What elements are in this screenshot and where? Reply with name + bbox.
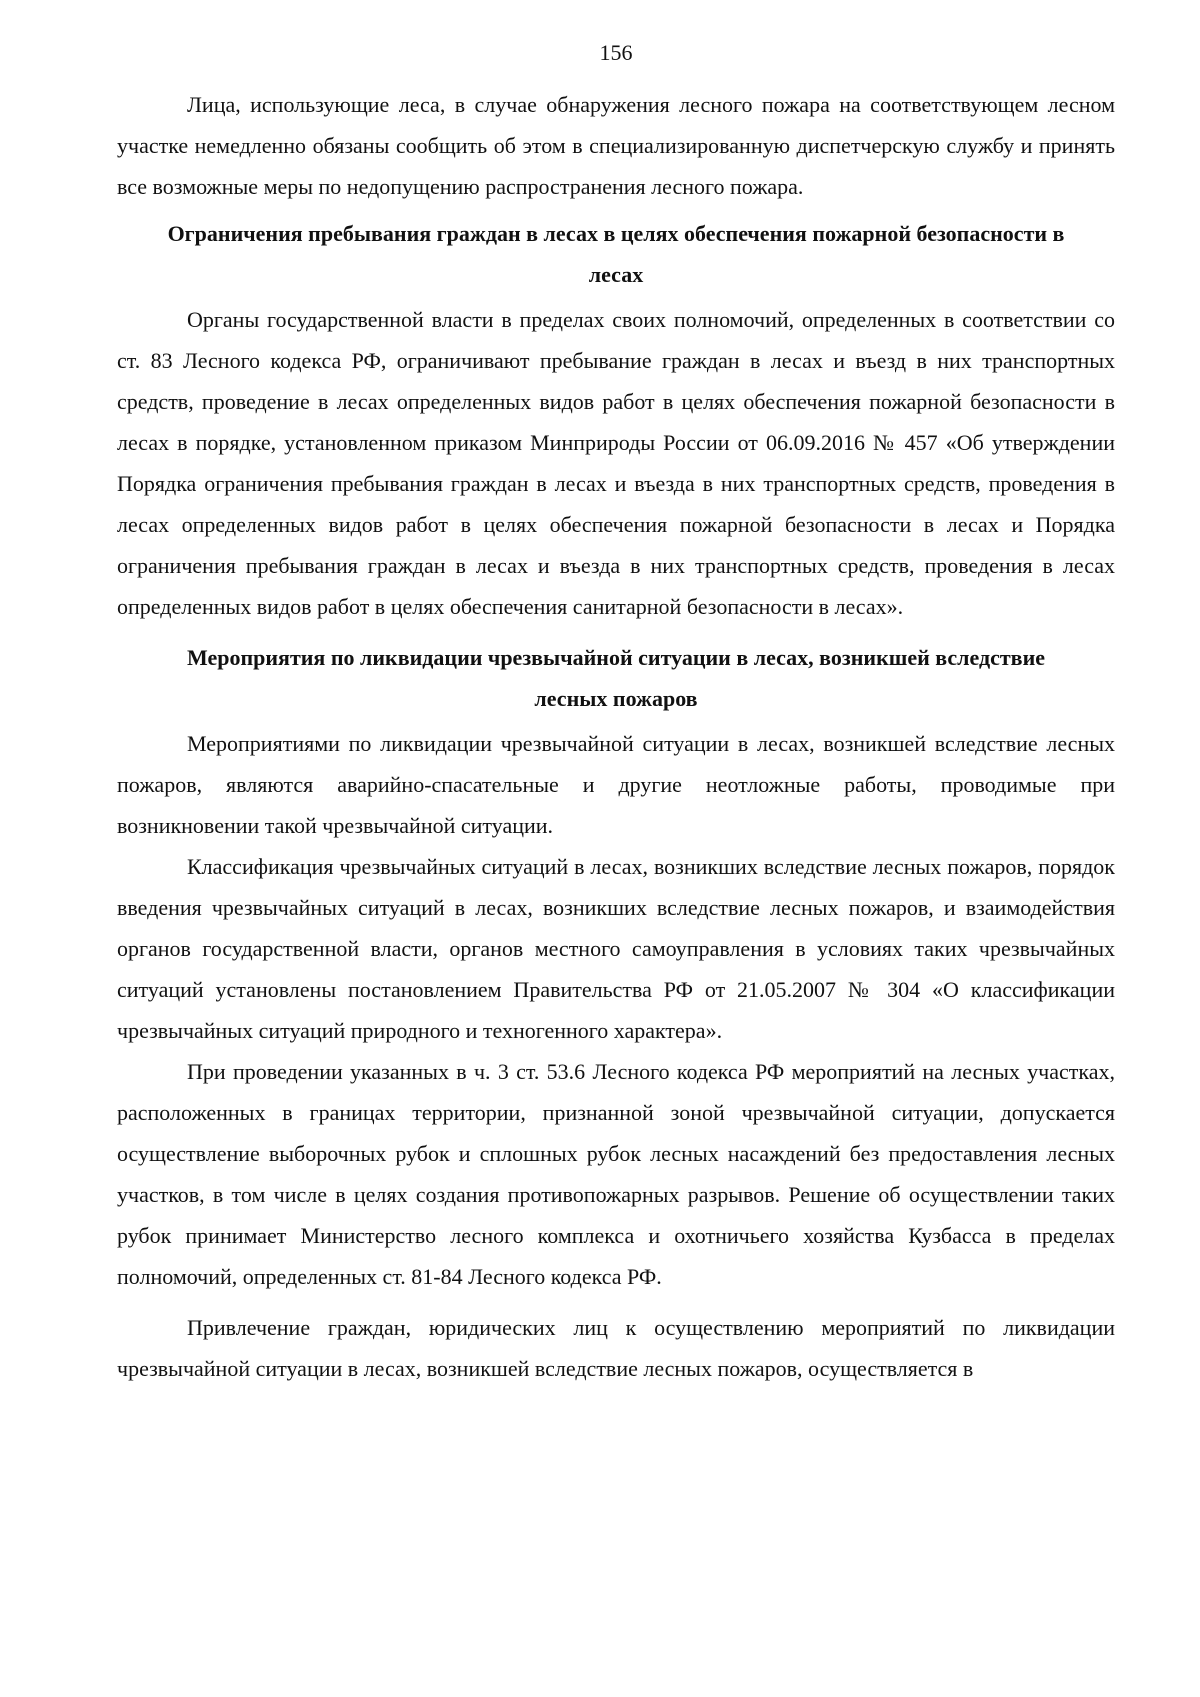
page-number: 156 xyxy=(599,40,633,65)
paragraph-restrictions: Органы государственной власти в пределах своих полномочий, определенных в соответствии со ст. 83 Лесного кодекса РФ, ограничивают пребывание граждан в лесах и въезд в них транспортных средств, проведение в лесах определенных видов работ в целях обеспечения пожарной безопасности в лесах в порядке, установленном приказом Минприроды России от 06.09.2016 № 457 «Об утверждении Порядка ограничения пребывания граждан в лесах и въезда в них транспортных средств, проведения в лесах определенных видов работ в целях обеспечения пожарной безопасности в лесах и Порядка ограничения пребывания граждан в лесах и въезда в них транспортных средств, проведения в лесах определенных видов работ в целях обеспечения санитарной безопасности в лесах». xyxy=(117,307,1115,619)
heading-restrictions: Ограничения пребывания граждан в лесах в целях обеспечения пожарной безопасности в лесах xyxy=(167,221,1065,287)
paragraph-classification: Классификация чрезвычайных ситуаций в лесах, возникших вследствие лесных пожаров, порядок введения чрезвычайных ситуаций в лесах, возникших вследствие лесных пожаров, и взаимодействия органов государственной власти, органов местного самоуправления в условиях таких чрезвычайных ситуаций установлены постановлением Правительства РФ от 21.05.2007 № 304 «О классификации чрезвычайных ситуаций природного и техногенного характера». xyxy=(117,854,1115,1043)
heading-emergency-measures: Мероприятия по ликвидации чрезвычайной ситуации в лесах, возникшей вследствие лесных пожаров xyxy=(186,645,1046,711)
paragraph-fire-reporting: Лица, использующие леса, в случае обнаружения лесного пожара на соответствующем лесном участке немедленно обязаны сообщить об этом в специализированную диспетчерскую службу и принять все возможные меры по недопущению распространения лесного пожара. xyxy=(117,92,1115,199)
paragraph-involvement: Привлечение граждан, юридических лиц к осуществлению мероприятий по ликвидации чрезвычайной ситуации в лесах, возникшей вследствие лесных пожаров, осуществляется в xyxy=(117,1315,1115,1381)
paragraph-logging: При проведении указанных в ч. 3 ст. 53.6 Лесного кодекса РФ мероприятий на лесных участках, расположенных в границах территории, признанной зоной чрезвычайной ситуации, допускается осуществление выборочных рубок и сплошных рубок лесных насаждений без предоставления лесных участков, в том числе в целях создания противопожарных разрывов. Решение об осуществлении таких рубок принимает Министерство лесного комплекса и охотничьего хозяйства Кузбасса в пределах полномочий, определенных ст. 81-84 Лесного кодекса РФ. xyxy=(117,1059,1115,1289)
paragraph-emergency-measures: Мероприятиями по ликвидации чрезвычайной ситуации в лесах, возникшей вследствие лесных пожаров, являются аварийно-спасательные и другие неотложные работы, проводимые при возникновении такой чрезвычайной ситуации. xyxy=(117,731,1115,838)
